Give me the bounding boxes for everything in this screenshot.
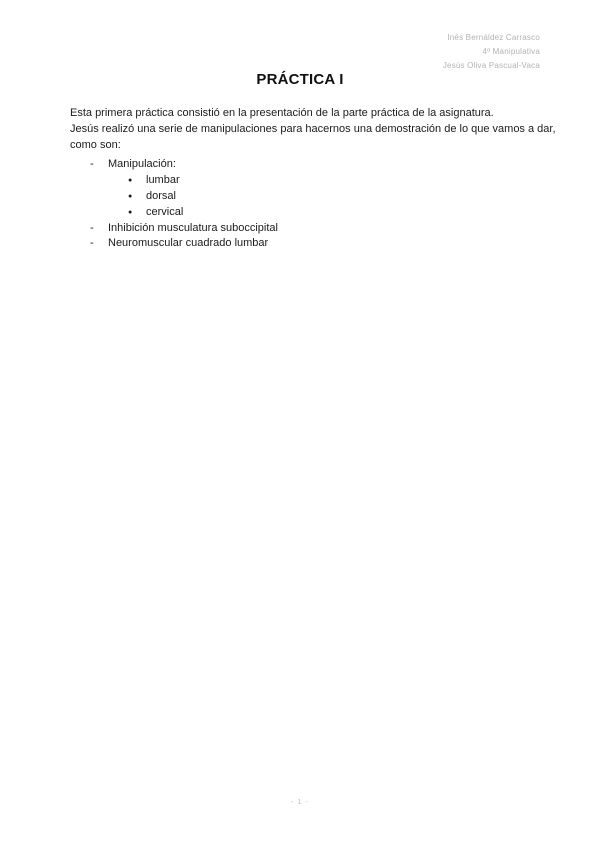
- list-item: [70, 221, 560, 237]
- list-item: [70, 157, 560, 173]
- sub-list-item-label: lumbar: [146, 174, 180, 187]
- header-course-line: 4º Manipulativa: [482, 47, 540, 56]
- list-item-label: Neuromuscular cuadrado lumbar: [108, 237, 269, 250]
- sub-list: [70, 173, 560, 220]
- dot-bullet-icon: ●: [128, 192, 133, 200]
- paragraph-line: Jesús realizó una serie de manipulaciones para hacernos una demostración de lo que vamos a dar,: [70, 122, 556, 135]
- document-header: [443, 31, 540, 73]
- dash-bullet-icon: -: [90, 221, 94, 234]
- document-body: [70, 106, 560, 252]
- list-item-label: Manipulación:: [108, 158, 176, 171]
- page-title: PRÁCTICA I: [256, 71, 344, 88]
- sub-list-item: [70, 205, 560, 221]
- list-item-label: Inhibición musculatura suboccipital: [108, 221, 278, 234]
- dot-bullet-icon: ●: [128, 208, 133, 216]
- paragraph-line: Esta primera práctica consistió en la presentación de la parte práctica de la asignatura.: [70, 107, 494, 119]
- intro-paragraph: [70, 106, 560, 153]
- dash-bullet-icon: -: [90, 158, 94, 171]
- sub-list-item-label: cervical: [146, 205, 184, 218]
- list-item: [70, 236, 560, 252]
- header-professor-line: Jesús Oliva Pascual-Vaca: [442, 61, 540, 70]
- sub-list-item-label: dorsal: [146, 189, 176, 202]
- dash-bullet-icon: -: [90, 237, 94, 250]
- topics-list: [70, 157, 560, 252]
- sub-list-item: [70, 173, 560, 189]
- header-author-line: Inés Bernáldez Carrasco: [447, 33, 540, 42]
- sub-list-item: [70, 189, 560, 205]
- page-number: - 1 -: [290, 797, 310, 806]
- paragraph-line: como son:: [70, 138, 121, 151]
- dot-bullet-icon: ●: [128, 177, 133, 185]
